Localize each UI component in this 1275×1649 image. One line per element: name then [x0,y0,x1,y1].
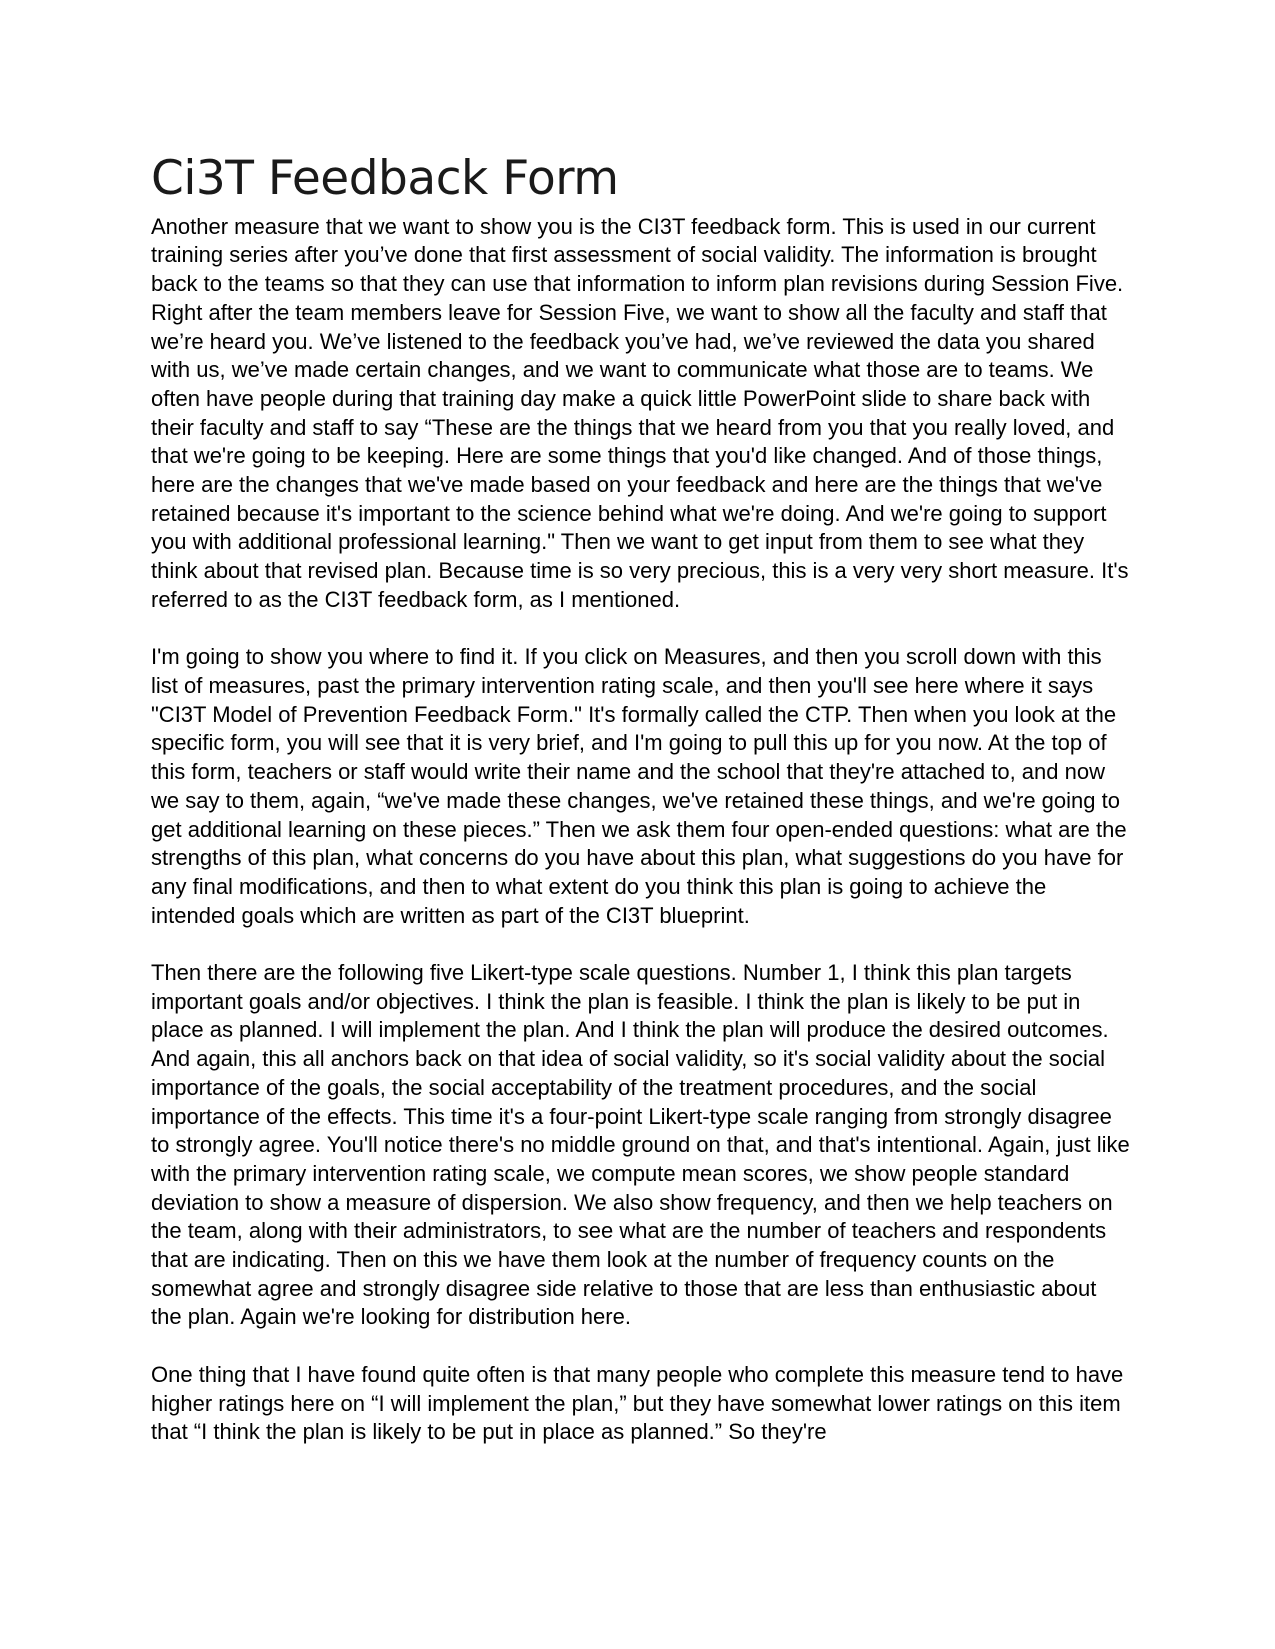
document-title: Ci3T Feedback Form [151,151,619,206]
document-body [151,150,1131,1476]
paragraph-likert-questions: Then there are the following five Likert-type scale questions. Number 1, I think this plan targets important goals and/or objectives. I think the plan is feasible. I think the plan is likely to be put in place as planned. I will implement the plan. And I think the plan will produce the desired outcomes. And again, this all anchors back on that idea of social validity, so it's social validity about the social importance of the goals, the social acceptability of the treatment procedures, and the social importance of the effects. This time it's a four-point Likert-type scale ranging from strongly disagree to strongly agree. You'll notice there's no middle ground on that, and that's intentional. Again, just like with the primary intervention rating scale, we compute mean scores, we show people standard deviation to show a measure of dispersion. We also show frequency, and then we help teachers on the team, along with their administrators, to see what are the number of teachers and respondents that are indicating. Then on this we have them look at the number of frequency counts on the somewhat agree and strongly disagree side relative to those that are less than enthusiastic about the plan. Again we're looking for distribution here. [151,960,1130,1330]
paragraph-ratings-observation: One thing that I have found quite often is that many people who complete this measure tend to have higher ratings here on “I will implement the plan,” but they have somewhat lower ratings on this item that “I think the plan is likely to be put in place as planned.” So they're [151,1361,1124,1445]
paragraph-finding-form: I'm going to show you where to find it. If you click on Measures, and then you scroll down with this list of measures, past the primary intervention rating scale, and then you'll see here where it says "CI3T Model of Prevention Feedback Form." It's formally called the CTP. Then when you look at the specific form, you will see that it is very brief, and I'm going to pull this up for you now. At the top of this form, teachers or staff would write their name and the school that they're attached to, and now we say to them, again, “we've made these changes, we've retained these things, and we're going to get additional learning on these pieces.” Then we ask them four open-ended questions: what are the strengths of this plan, what concerns do you have about this plan, what suggestions do you have for any final modifications, and then to what extent do you think this plan is going to achieve the intended goals which are written as part of the CI3T blueprint. [151,644,1127,928]
paragraph-intro: Another measure that we want to show you is the CI3T feedback form. This is used in our current training series after you’ve done that first assessment of social validity. The information is brought back to the teams so that they can use that information to inform plan revisions during Session Five. Right after the team members leave for Session Five, we want to show all the faculty and staff that we’re heard you. We’ve listened to the feedback you’ve had, we’ve reviewed the data you shared with us, we’ve made certain changes, and we want to communicate what those are to teams. We often have people during that training day make a quick little PowerPoint slide to share back with their faculty and staff to say “These are the things that we heard from you that you really loved, and that we're going to be keeping. Here are some things that you'd like changed. And of those things, here are the changes that we've made based on your feedback and here are the things that we've retained because it's important to the science behind what we're doing. And we're going to support you with additional professional learning." Then we want to get input from them to see what they think about that revised plan. Because time is so very precious, this is a very very short measure. It's referred to as the CI3T feedback form, as I mentioned. [151,213,1129,612]
